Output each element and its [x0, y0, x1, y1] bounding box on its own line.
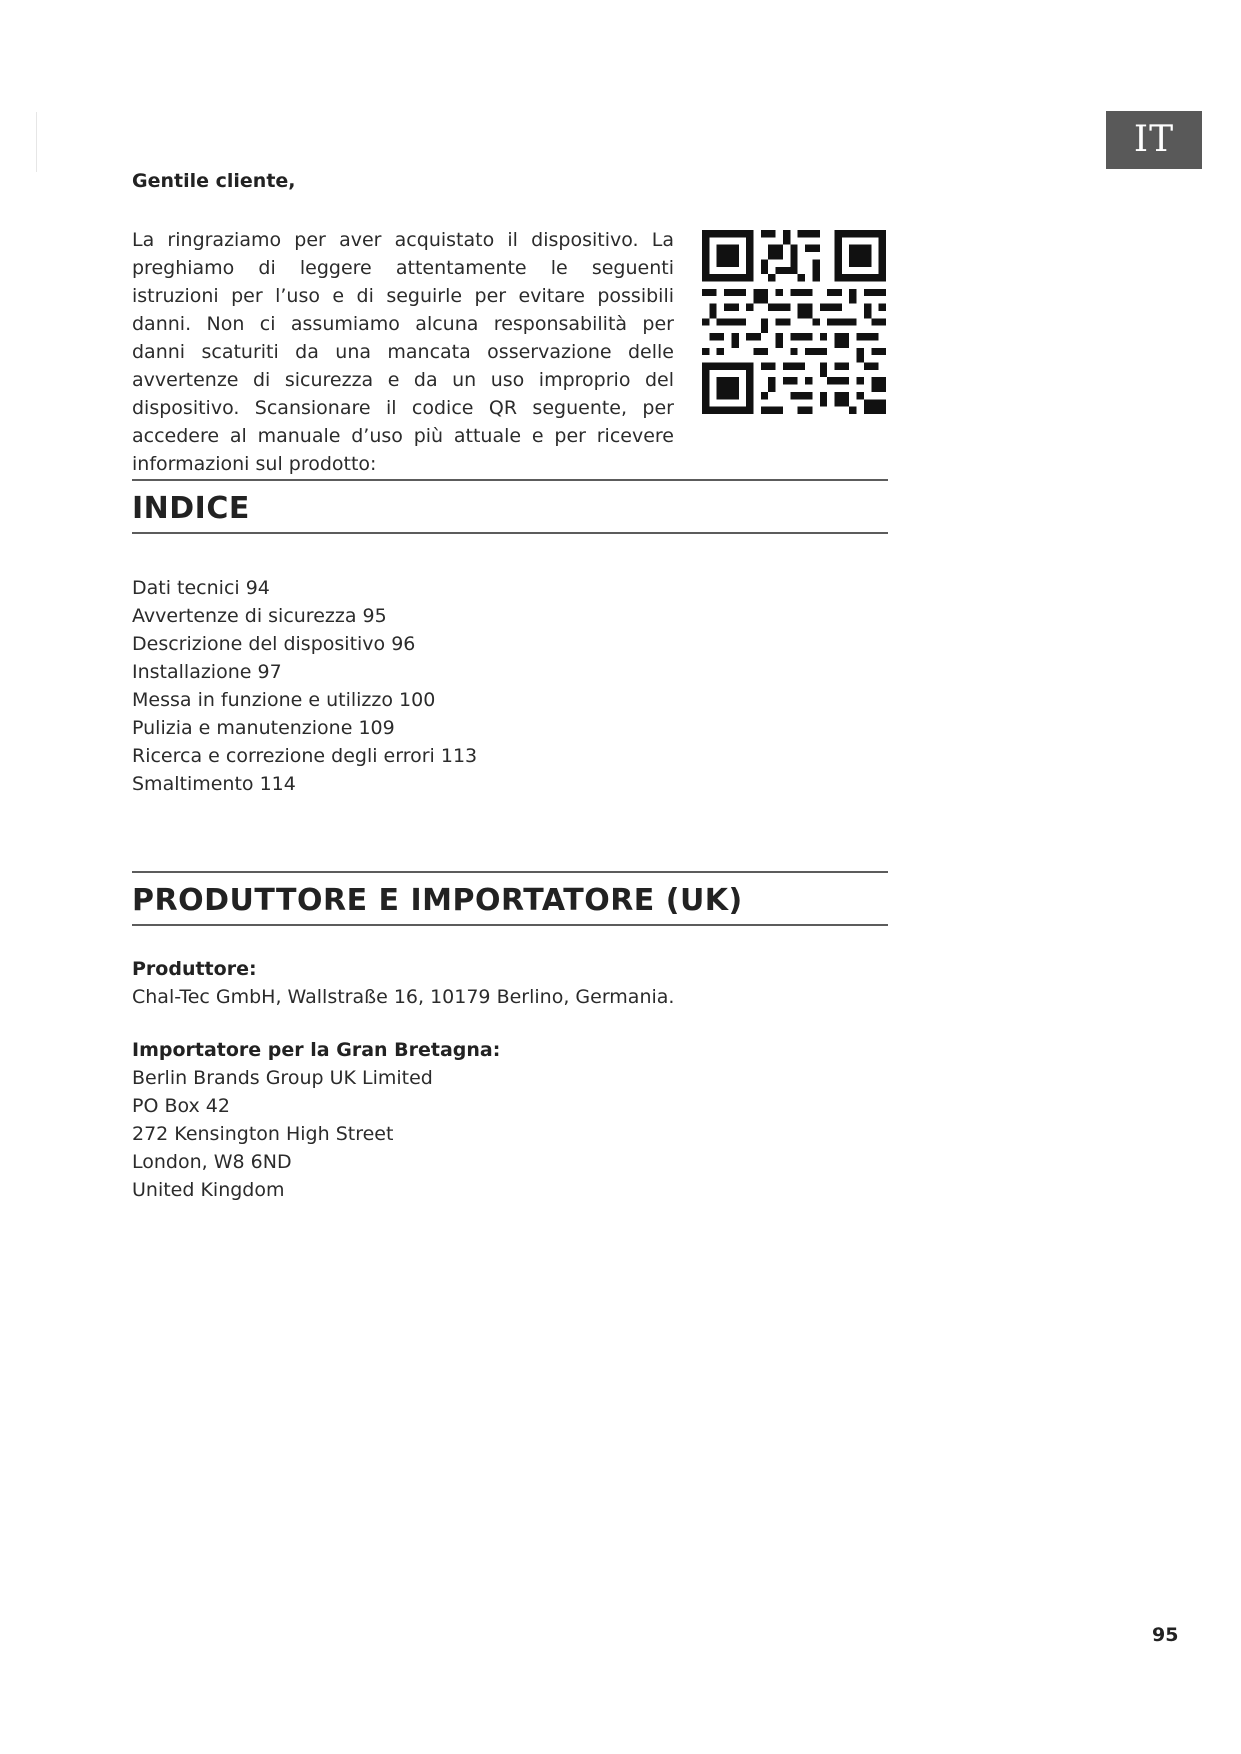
- importer-address-line: United Kingdom: [132, 1179, 285, 1201]
- producer-address: Chal-Tec GmbH, Wallstraße 16, 10179 Berlino, Germania.: [132, 986, 675, 1008]
- producer-block: [132, 955, 674, 1011]
- toc-item: Avvertenze di sicurezza 95: [132, 605, 387, 627]
- intro-paragraph: La ringraziamo per aver acquistato il dispositivo. La preghiamo di leggere attentamente le seguenti istruzioni per l’uso e di seguirle per evitare possibili danni. Non ci assumiamo alcuna responsabilità per danni scaturiti da una mancata osservazione delle avvertenze di sicurezza e da un uso improprio del dispositivo. Scansionare il codice QR seguente, per accedere al manuale d’uso più attuale e per ricevere informazioni sul prodotto:: [132, 229, 674, 475]
- index-section: [132, 479, 888, 534]
- importer-address-line: PO Box 42: [132, 1095, 230, 1117]
- language-tab: IT: [1106, 111, 1202, 169]
- section-rule-bottom: [132, 532, 888, 534]
- toc-item: Ricerca e correzione degli errori 113: [132, 745, 478, 767]
- manufacturer-title: PRODUTTORE E IMPORTATORE (UK): [132, 883, 743, 918]
- toc-item: Descrizione del dispositivo 96: [132, 633, 416, 655]
- toc-item: Dati tecnici 94: [132, 577, 270, 599]
- index-title: INDICE: [132, 491, 250, 526]
- greeting: Gentile cliente,: [132, 170, 296, 192]
- section-rule-bottom: [132, 924, 888, 926]
- importer-address-line: 272 Kensington High Street: [132, 1123, 394, 1145]
- manufacturer-section: [132, 871, 888, 926]
- toc-item: Messa in funzione e utilizzo 100: [132, 689, 436, 711]
- producer-label: Produttore:: [132, 958, 257, 980]
- importer-address-line: London, W8 6ND: [132, 1151, 292, 1173]
- table-of-contents: [132, 574, 477, 798]
- page-number: 95: [1152, 1624, 1179, 1646]
- page-edge-line: [36, 112, 37, 172]
- qr-code-image: [702, 230, 886, 414]
- toc-item: Pulizia e manutenzione 109: [132, 717, 395, 739]
- qr-code-icon: [702, 230, 886, 414]
- toc-item: Smaltimento 114: [132, 773, 296, 795]
- importer-block: [132, 1036, 500, 1204]
- importer-label: Importatore per la Gran Bretagna:: [132, 1039, 501, 1061]
- toc-item: Installazione 97: [132, 661, 282, 683]
- importer-address-line: Berlin Brands Group UK Limited: [132, 1067, 433, 1089]
